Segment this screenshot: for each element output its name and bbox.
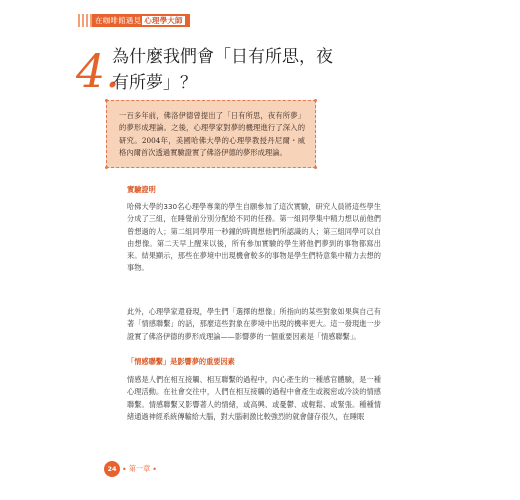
section-heading-experiment: 實驗證明 bbox=[127, 185, 156, 194]
footer-separator: • bbox=[122, 464, 127, 474]
header-stripe-decoration bbox=[78, 14, 92, 27]
header-prefix: 在咖啡館遇見 bbox=[95, 16, 142, 25]
page-number-badge: 24 bbox=[104, 461, 120, 477]
page-title-line-2: 有所夢」？ bbox=[112, 73, 197, 93]
chapter-label: 第一章 bbox=[128, 464, 151, 473]
body-paragraph: 情感是人們在相互接觸、相互聯繫的過程中，內心產生的一種感官體驗，是一種心理活動。在社會交往中，人們在相互接觸的過程中會產生或親密或冷淡的情感聯繫。情感聯繫又影響著人的情緒，或高興、或憂鬱、或輕鬆、或緊張。種種情緒通過神經系統傳輸給大腦，對大腦刺激比較強烈的就會儲存很久，在睡眠 bbox=[127, 375, 381, 421]
callout-corner-dot bbox=[105, 166, 108, 169]
page-title-line-1: 為什麼我們會「日有所思，夜 bbox=[112, 47, 333, 67]
footer-separator: • bbox=[152, 464, 158, 474]
section-heading-emotional-link: 「情感聯繫」是影響夢的重要因素 bbox=[127, 357, 235, 366]
intro-callout-box bbox=[106, 100, 316, 168]
header-tag bbox=[92, 14, 190, 27]
body-paragraph: 此外，心理學家還發現，學生們「選擇的想像」所指向的某些對象如果與自己有著「情感聯繫」的話，那麼這些對象在夢境中出現的機率更大。這一發現進一步證實了佛洛伊德的夢形成理論——影響夢的一個重要因素是「情感聯繫」。 bbox=[127, 307, 381, 341]
header-highlight: 心理學大師 bbox=[144, 16, 183, 25]
chapter-section-number: 4. bbox=[76, 44, 120, 98]
callout-corner-dot bbox=[314, 99, 317, 102]
callout-corner-dot bbox=[314, 166, 317, 169]
book-page bbox=[78, 6, 430, 494]
running-header bbox=[78, 14, 190, 27]
intro-callout-text: 一百多年前，佛洛伊德曾提出了「日有所思，夜有所夢」的夢形成理論。之後，心理學家對夢的機理進行了深入的研究。2004年，美國哈佛大學的心理學教授丹尼爾・威格內爾首次透過實驗證實了佛洛伊德的夢形成理論。 bbox=[119, 111, 305, 157]
body-paragraph: 哈佛大學的330名心理學專業的學生自願參加了這次實驗，研究人員將這些學生分成了三組，在睡覺前分別分配給不同的任務。第一組同學集中精力想以前他們曾想過的人；第二組同學用一秒鐘的時間想他們所認識的人；第三組同學可以自由想像。第二天早上醒來以後，所有參加實驗的學生將他們夢到的事物都寫出來。結果顯示，那些在夢境中出現機會較多的事物是學生們特意集中精力去想的事物。 bbox=[127, 202, 381, 273]
callout-corner-dot bbox=[105, 99, 108, 102]
page-footer bbox=[104, 461, 159, 477]
